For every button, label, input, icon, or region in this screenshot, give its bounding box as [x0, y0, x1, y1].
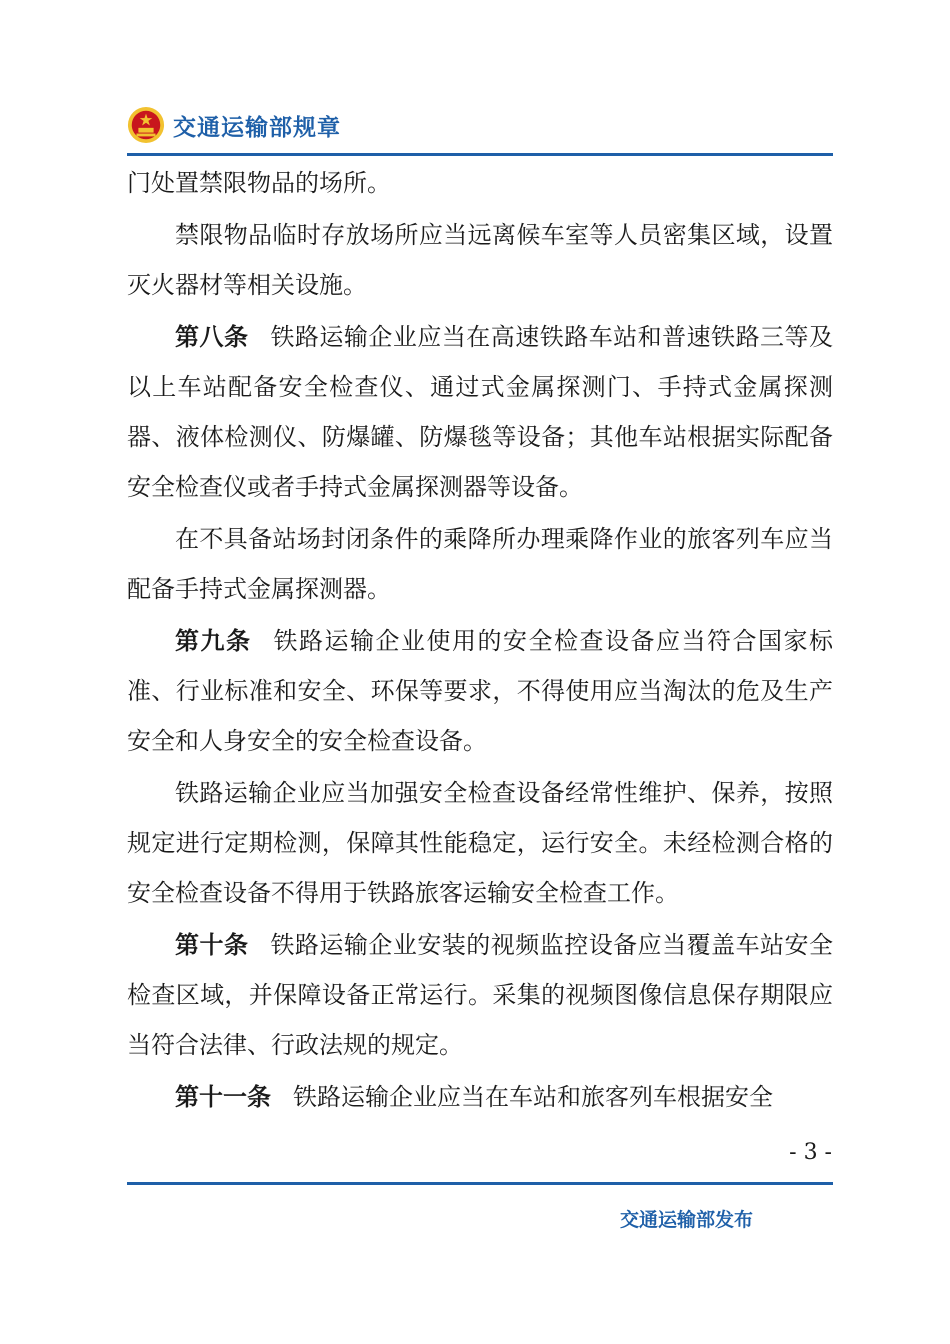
- paragraph-text: 铁路运输企业应当加强安全检查设备经常性维护、保养，按照规定进行定期检测，保障其性能稳定，运行安全。未经检测合格的安全检查设备不得用于铁路旅客运输安全检查工作。: [127, 779, 833, 907]
- paragraph-text: 铁路运输企业应当在高速铁路车站和普速铁路三等及以上车站配备安全检查仪、通过式金属探测门、手持式金属探测器、液体检测仪、防爆罐、防爆毯等设备；其他车站根据实际配备安全检查仪或者手持式金属探测器等设备。: [127, 323, 834, 501]
- footer-divider: [127, 1182, 833, 1185]
- article-number: 第八条: [175, 323, 249, 351]
- article-11: [127, 1072, 833, 1122]
- article-8: [127, 312, 833, 512]
- article-number: 第十条: [175, 931, 249, 959]
- header-divider: [127, 153, 833, 156]
- paragraph: [127, 514, 833, 614]
- paragraph-text: 禁限物品临时存放场所应当远离候车室等人员密集区域，设置灭火器材等相关设施。: [127, 221, 833, 299]
- national-emblem-icon: [127, 106, 165, 144]
- header-title: 交通运输部规章: [173, 114, 341, 141]
- document-body: [127, 158, 833, 1124]
- page-number: - 3 -: [789, 1140, 832, 1165]
- article-9: [127, 616, 833, 766]
- paragraph: [127, 210, 833, 310]
- paragraph-text: 门处置禁限物品的场所。: [127, 169, 391, 197]
- article-number: 第十一条: [175, 1083, 271, 1111]
- paragraph: [127, 158, 833, 208]
- article-10: [127, 920, 833, 1070]
- article-number: 第九条: [175, 627, 252, 655]
- paragraph-text: 在不具备站场封闭条件的乘降所办理乘降作业的旅客列车应当配备手持式金属探测器。: [127, 525, 833, 603]
- page-header: [127, 100, 341, 150]
- paragraph-text: 铁路运输企业安装的视频监控设备应当覆盖车站安全检查区域，并保障设备正常运行。采集的视频图像信息保存期限应当符合法律、行政法规的规定。: [127, 931, 834, 1059]
- footer-publisher: 交通运输部发布: [620, 1209, 754, 1231]
- paragraph-text: 铁路运输企业应当在车站和旅客列车根据安全: [293, 1083, 773, 1111]
- paragraph: [127, 768, 833, 918]
- paragraph-text: 铁路运输企业使用的安全检查设备应当符合国家标准、行业标准和安全、环保等要求，不得使用应当淘汰的危及生产安全和人身安全的安全检查设备。: [127, 627, 833, 755]
